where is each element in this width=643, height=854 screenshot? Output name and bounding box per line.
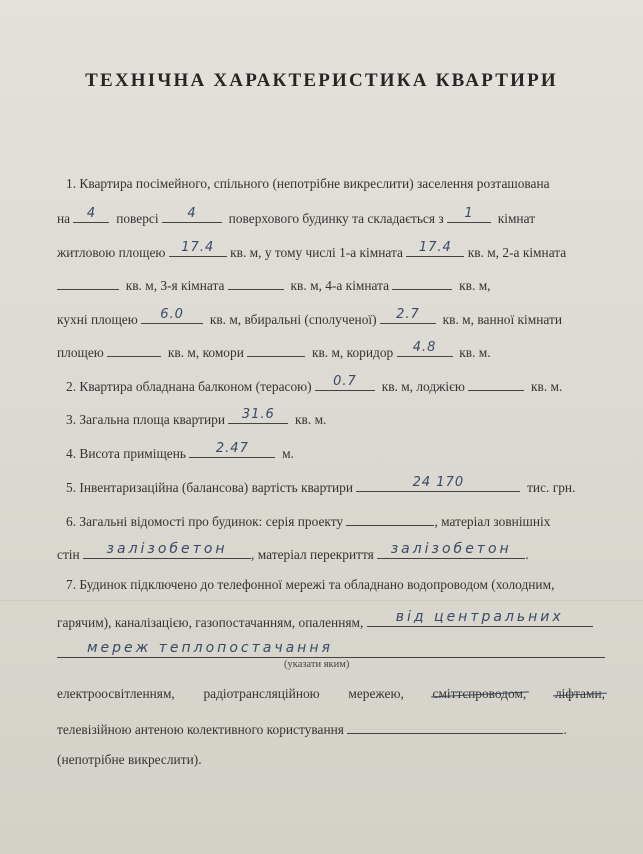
height-unit: м. [282, 446, 294, 461]
loggia-label: кв. м, лоджією [381, 379, 465, 394]
bath-label: кв. м, ванної кімнати [442, 312, 563, 327]
living-area-label: житловою площею [57, 245, 166, 260]
corridor-label: кв. м, коридор [311, 345, 394, 360]
room1-field [406, 241, 464, 257]
item5-line [66, 476, 575, 496]
walls-field [83, 543, 251, 559]
balcony-value: 0.7 [333, 374, 357, 389]
walls-value: залізобетон [106, 541, 228, 557]
sqm-label: кв. м, [459, 278, 491, 293]
height-value: 2.47 [215, 441, 249, 456]
living-area-value: 17.4 [181, 240, 215, 255]
heating-value-a: від центральних [395, 609, 564, 625]
tv-antenna-field [347, 718, 563, 734]
floors-total-value: 4 [187, 206, 197, 221]
bathroom-label: кв. м, вбиральні (сполученої) [209, 312, 377, 327]
floor-label: поверсі [116, 211, 159, 226]
room1-value: 17.4 [418, 240, 452, 255]
line3-word-3: мережею, [348, 686, 404, 701]
item1-line1: 1. Квартира посімейного, спільного (непотрібне викреслити) заселення розташована [66, 176, 550, 191]
sqm-end: кв. м. [459, 345, 491, 360]
line3-word-2: радіотрансляційною [203, 686, 320, 701]
loggia-field [468, 375, 524, 391]
paper-fold [0, 600, 643, 601]
footer-note: (непотрібне викреслити). [57, 752, 202, 767]
ceiling-end: . [525, 547, 529, 562]
bathroom-field [380, 308, 436, 324]
item3-line [66, 408, 326, 428]
ceiling-value: залізобетон [390, 541, 512, 557]
item7-line4 [57, 718, 567, 738]
kitchen-label: кухні площею [57, 312, 138, 327]
loggia-end: кв. м. [530, 379, 563, 394]
kitchen-value: 6.0 [160, 307, 184, 322]
total-area-field [228, 408, 288, 424]
heating-field-2 [57, 642, 605, 658]
bath-field [107, 341, 161, 357]
heating-value-b: мереж теплопостачання [87, 640, 333, 656]
item1-line3 [57, 241, 566, 261]
area-label: площею [57, 345, 104, 360]
specify-note: (указати яким) [284, 659, 350, 670]
balcony-label: 2. Квартира обладнана балконом (терасою) [66, 379, 312, 394]
ceiling-field [377, 543, 525, 559]
document-title: ТЕХНІЧНА ХАРАКТЕРИСТИКА КВАРТИРИ [85, 70, 558, 91]
tv-antenna-label: телевізійною антеною колективного користування [57, 722, 344, 737]
storage-field [247, 341, 305, 357]
item1-line6 [57, 341, 491, 361]
on-label: на [57, 211, 71, 226]
line3-word-1: електроосвітленням, [57, 686, 175, 701]
total-area-label: 3. Загальна площа квартири [66, 412, 225, 427]
room2-label: кв. м, 2-а кімната [467, 245, 567, 260]
floor-value: 4 [86, 206, 97, 221]
walls-label: стін [57, 547, 80, 562]
floors-total-field [162, 207, 222, 223]
item6-line2 [57, 543, 529, 563]
item4-line [66, 442, 294, 462]
room4-label: кв. м, 4-а кімната [290, 278, 390, 293]
item2-line [66, 375, 562, 395]
room4-field [392, 274, 452, 290]
kitchen-field [141, 308, 203, 324]
series-field [346, 510, 434, 526]
corridor-value: 4.8 [412, 340, 437, 355]
building-text: поверхового будинку та складається з [228, 211, 444, 226]
item1-line4 [57, 274, 491, 294]
item7-line2 [57, 611, 593, 631]
room3-field [228, 274, 284, 290]
item1-line5 [57, 308, 562, 328]
series-label: 6. Загальні відомості про будинок: серія проекту [66, 514, 344, 529]
total-area-value: 31.6 [241, 407, 275, 422]
living-area-field [169, 241, 227, 257]
struck-garbage-chute: сміттєпроводом, [432, 686, 527, 701]
balcony-field [315, 375, 375, 391]
value-unit: тис. грн. [527, 480, 576, 495]
item6-line1 [66, 510, 550, 530]
item1-line2 [57, 207, 535, 227]
utilities-label: гарячим), каналізацією, газопостачанням, опаленням, [57, 615, 364, 630]
floor-field [73, 207, 109, 223]
height-field [189, 442, 275, 458]
item7-line3 [57, 686, 605, 702]
tv-antenna-end: . [563, 722, 567, 737]
total-area-unit: кв. м. [295, 412, 327, 427]
bathroom-value: 2.7 [396, 307, 420, 322]
value-field [356, 476, 520, 492]
height-label: 4. Висота приміщень [66, 446, 187, 461]
storage-label: кв. м, комори [167, 345, 244, 360]
struck-elevators: ліфтами, [554, 686, 605, 701]
item7-line1: 7. Будинок підключено до телефонної мережі та обладнано водопроводом (холодним, [66, 577, 555, 592]
room2-field [57, 274, 119, 290]
value-label: 5. Інвентаризаційна (балансова) вартість квартири [66, 480, 354, 495]
room3-label: кв. м, 3-я кімната [125, 278, 225, 293]
room1-label: кв. м, у тому числі 1-а кімната [230, 245, 403, 260]
ceiling-label: , матеріал перекриття [251, 547, 374, 562]
rooms-value: 1 [464, 206, 474, 221]
material-label: , матеріал зовнішніх [434, 514, 551, 529]
rooms-field [447, 207, 491, 223]
heating-field [367, 611, 593, 627]
corridor-field [397, 341, 453, 357]
rooms-label: кімнат [497, 211, 536, 226]
inventory-value: 24 170 [412, 475, 465, 490]
